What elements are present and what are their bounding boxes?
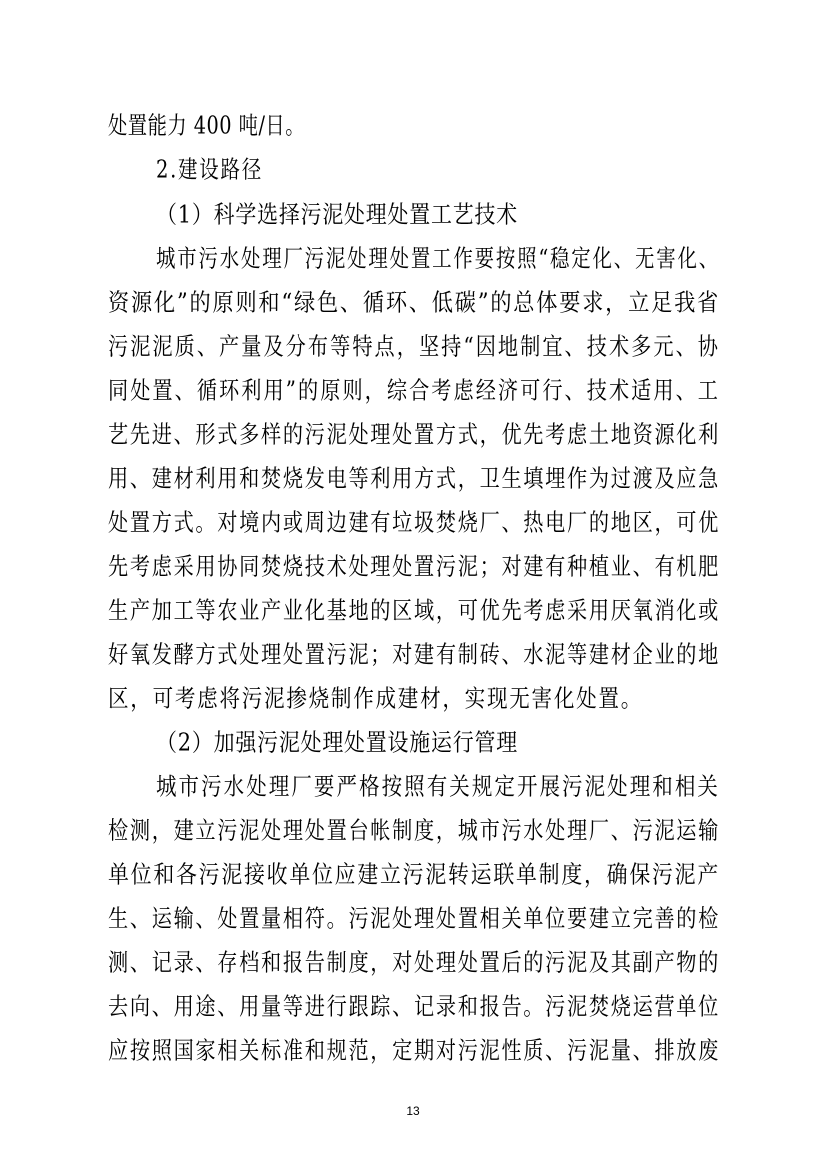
text-line: 生、运输、处置量相符。污泥处理处置相关单位要建立完善的检	[108, 904, 721, 933]
text-line: 单位和各污泥接收单位应建立污泥转运联单制度，确保污泥产	[108, 860, 721, 889]
text-line: 资源化”的原则和“绿色、循环、低碳”的总体要求，立足我省	[108, 288, 721, 317]
text-line: 生产加工等农业产业化基地的区域，可优先考虑采用厌氧消化或	[108, 596, 721, 625]
text-line: 用、建材利用和焚烧发电等利用方式，卫生填埋作为过渡及应急	[108, 464, 721, 493]
text-line: 处置方式。对境内或周边建有垃圾焚烧厂、热电厂的地区，可优	[108, 508, 721, 537]
text-line: 城市污水处理厂要严格按照有关规定开展污泥处理和相关	[156, 772, 720, 801]
text-line: 好氧发酵方式处理处置污泥；对建有制砖、水泥等建材企业的地	[108, 640, 721, 669]
text-line: 处置能力 400 吨/日。	[108, 111, 305, 140]
text-line: 检测，建立污泥处理处置台帐制度，城市污水处理厂、污泥运输	[108, 816, 721, 845]
text-line: 去向、用途、用量等进行跟踪、记录和报告。污泥焚烧运营单位	[108, 992, 721, 1021]
subsection-heading: （1）科学选择污泥处理处置工艺技术	[156, 200, 519, 229]
text-line: 污泥泥质、产量及分布等特点，坚持“因地制宜、技术多元、协	[108, 332, 721, 361]
text-line: 先考虑采用协同焚烧技术处理处置污泥；对建有种植业、有机肥	[108, 552, 721, 581]
text-line: 城市污水处理厂污泥处理处置工作要按照“稳定化、无害化、	[156, 244, 720, 273]
text-line: 艺先进、形式多样的污泥处理处置方式，优先考虑土地资源化利	[108, 420, 721, 449]
text-line: 同处置、循环利用”的原则，综合考虑经济可行、技术适用、工	[108, 376, 721, 405]
section-heading: 2.建设路径	[156, 155, 264, 184]
page-number: 13	[406, 1104, 420, 1118]
text-line: 测、记录、存档和报告制度，对处理处置后的污泥及其副产物的	[108, 948, 721, 977]
text-line: 区，可考虑将污泥掺烧制作成建材，实现无害化处置。	[108, 684, 644, 713]
subsection-heading: （2）加强污泥处理处置设施运行管理	[156, 728, 519, 757]
text-line: 应按照国家相关标准和规范，定期对污泥性质、污泥量、排放废	[108, 1036, 721, 1065]
